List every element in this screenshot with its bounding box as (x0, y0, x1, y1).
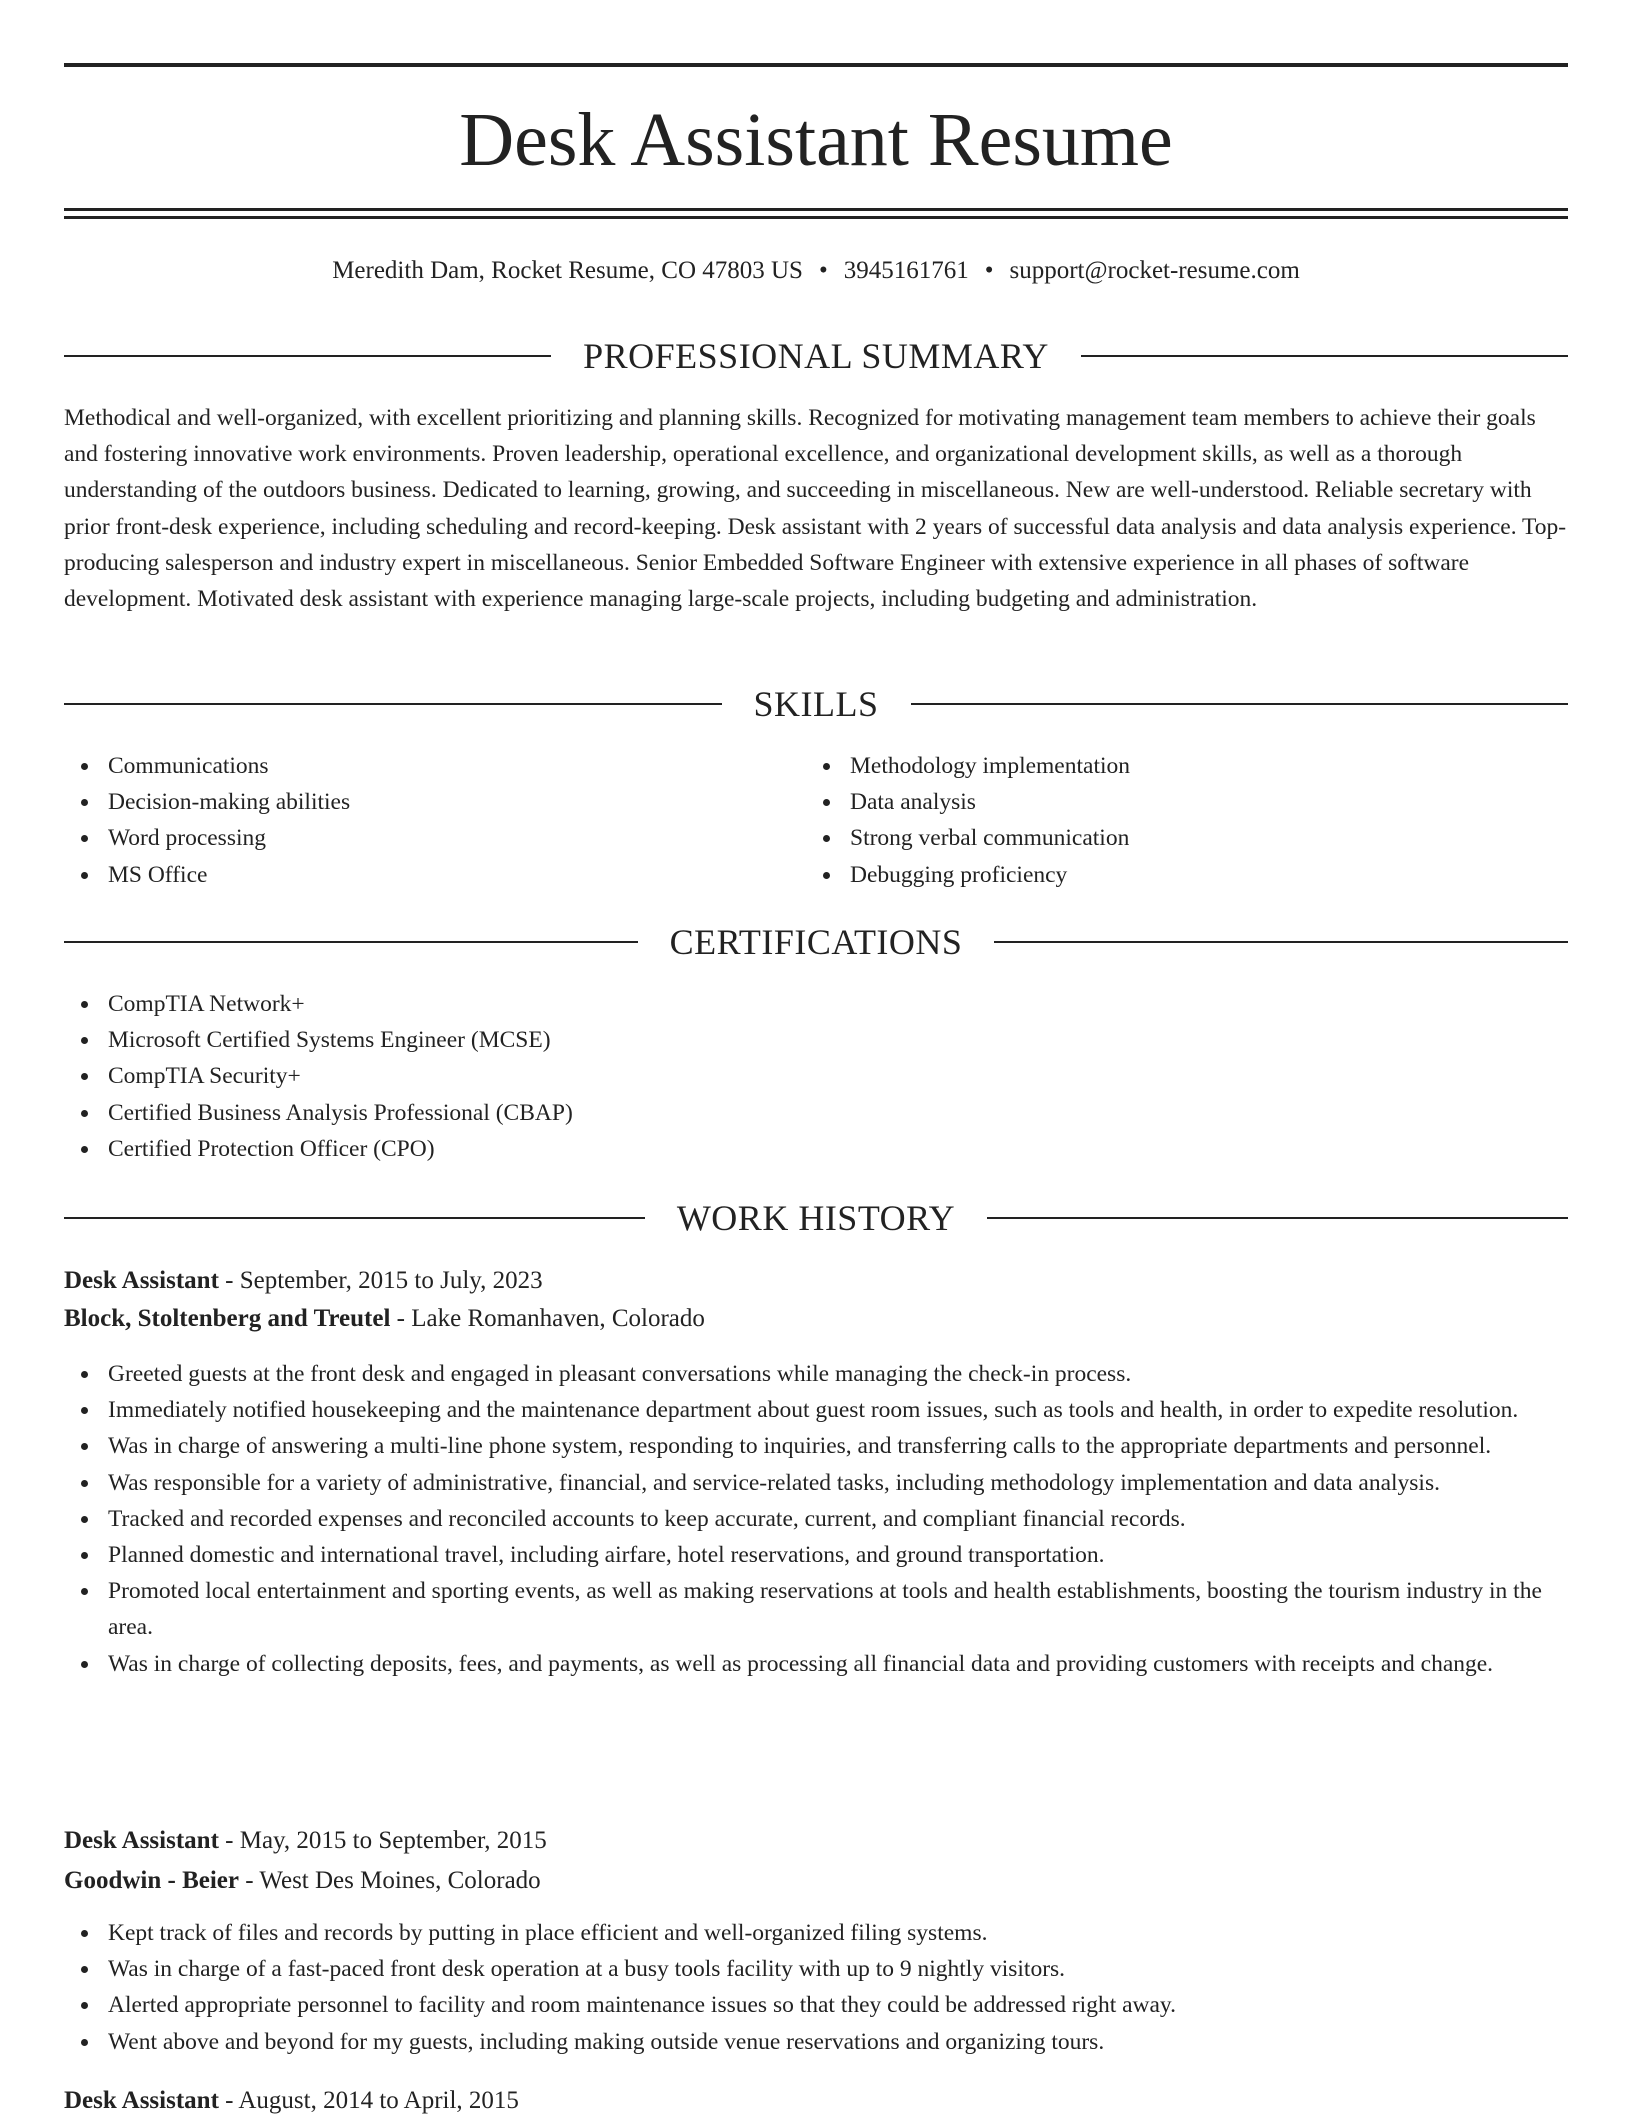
section-rule (64, 355, 551, 357)
job-title-line (64, 2082, 1568, 2120)
section-header-certifications (64, 920, 1568, 964)
section-title: CERTIFICATIONS (669, 922, 963, 962)
job-duty: Was in charge of collecting deposits, fees, and payments, as well as processing all financial data and providing customers with receipts and change. (64, 1646, 1568, 1682)
skill-item: MS Office (64, 857, 804, 893)
section-title: PROFESSIONAL SUMMARY (583, 336, 1049, 376)
contact-separator: • (818, 257, 828, 284)
title-rule-lower (64, 216, 1568, 219)
job-company-line (64, 1862, 1568, 1900)
contact-address: Meredith Dam, Rocket Resume, CO 47803 US (332, 257, 803, 284)
job-duty: Promoted local entertainment and sporting events, as well as making reservations at tools and health establishments, boosting the tourism industry in the area. (64, 1573, 1568, 1645)
skill-item: Strong verbal communication (806, 820, 1546, 856)
contact-separator: • (984, 257, 994, 284)
skill-item: Communications (64, 748, 804, 784)
job-dates: - August, 2014 to April, 2015 (218, 2087, 519, 2114)
section-rule (1081, 355, 1568, 357)
section-rule (64, 1217, 645, 1219)
section-header-skills (64, 682, 1568, 726)
certification-item: Microsoft Certified Systems Engineer (MCSE) (64, 1022, 1568, 1058)
section-header-work-history (64, 1196, 1568, 1240)
skill-item: Debugging proficiency (806, 857, 1546, 893)
job-title: Desk Assistant (64, 1267, 219, 1294)
job-duty: Immediately notified housekeeping and the maintenance department about guest room issues, such as tools and health, in order to expedite resolution. (64, 1392, 1568, 1428)
title-rule-upper (64, 208, 1568, 211)
skill-item: Data analysis (806, 784, 1546, 820)
skills-right-column (806, 748, 1546, 893)
summary-paragraph: Methodical and well-organized, with excellent prioritizing and planning skills. Recognized for motivating management team members to achieve their goals and fostering innovative work environments. Proven leadership, operational excellence, and organizational development skills, as well as a thorough understanding of the outdoors business. Dedicated to learning, growing, and succeeding in miscellaneous. New are well-understood. Reliable secretary with prior front-desk experience, including scheduling and record-keeping. Desk assistant with 2 years of successful data analysis and data analysis experience. Top-producing salesperson and industry expert in miscellaneous. Senior Embedded Software Engineer with extensive experience in all phases of software development. Motivated desk assistant with experience managing large-scale projects, including budgeting and administration. (64, 405, 1567, 613)
job-duty: Was in charge of a fast-paced front desk operation at a busy tools facility with up to 9 nightly visitors. (64, 1951, 1568, 1987)
job-title-line (64, 1822, 1568, 1860)
job-location: - West Des Moines, Colorado (239, 1867, 541, 1894)
job-duty: Alerted appropriate personnel to facility and room maintenance issues so that they could be addressed right away. (64, 1987, 1568, 2023)
contact-phone: 3945161761 (843, 257, 969, 284)
job-duty: Was in charge of answering a multi-line phone system, responding to inquiries, and transferring calls to the appropriate departments and personnel. (64, 1428, 1568, 1464)
job-location: - Lake Romanhaven, Colorado (390, 1305, 705, 1332)
resume-title: Desk Assistant Resume (459, 98, 1173, 182)
job-duty: Tracked and recorded expenses and reconciled accounts to keep accurate, current, and compliant financial records. (64, 1501, 1568, 1537)
top-rule (64, 63, 1568, 67)
job-title-line (64, 1262, 1568, 1300)
section-rule (64, 703, 722, 705)
job-duties-list (64, 1915, 1568, 2060)
job-duty: Greeted guests at the front desk and engaged in pleasant conversations while managing the check-in process. (64, 1356, 1568, 1392)
certification-item: Certified Business Analysis Professional (CBAP) (64, 1095, 1568, 1131)
job-company-line (64, 1300, 1568, 1338)
section-rule (987, 1217, 1568, 1219)
job-duty: Went above and beyond for my guests, including making outside venue reservations and organizing tours. (64, 2024, 1568, 2060)
section-rule (64, 941, 638, 943)
section-title: SKILLS (753, 684, 879, 724)
job-duty: Planned domestic and international travel, including airfare, hotel reservations, and ground transportation. (64, 1537, 1568, 1573)
skill-item: Decision-making abilities (64, 784, 804, 820)
job-dates: - September, 2015 to July, 2023 (218, 1267, 543, 1294)
job-duties-list (64, 1356, 1568, 1682)
section-header-summary (64, 334, 1568, 378)
job-duty: Kept track of files and records by putting in place efficient and well-organized filing systems. (64, 1915, 1568, 1951)
section-rule (994, 941, 1568, 943)
skill-item: Word processing (64, 820, 804, 856)
job-company: Goodwin - Beier (64, 1867, 239, 1894)
certification-item: CompTIA Security+ (64, 1058, 1568, 1094)
skill-item: Methodology implementation (806, 748, 1546, 784)
certifications-list (64, 986, 1568, 1167)
section-title: WORK HISTORY (676, 1198, 956, 1238)
section-rule (911, 703, 1569, 705)
job-title: Desk Assistant (64, 2087, 219, 2114)
certification-item: CompTIA Network+ (64, 986, 1568, 1022)
job-company: Block, Stoltenberg and Treutel (64, 1305, 391, 1332)
job-title: Desk Assistant (64, 1827, 219, 1854)
job-dates: - May, 2015 to September, 2015 (218, 1827, 547, 1854)
contact-email: support@rocket-resume.com (1009, 257, 1300, 284)
contact-line (64, 254, 1568, 288)
skills-left-column (64, 748, 804, 893)
certification-item: Certified Protection Officer (CPO) (64, 1131, 1568, 1167)
job-duty: Was responsible for a variety of administrative, financial, and service-related tasks, including methodology implementation and data analysis. (64, 1465, 1568, 1501)
